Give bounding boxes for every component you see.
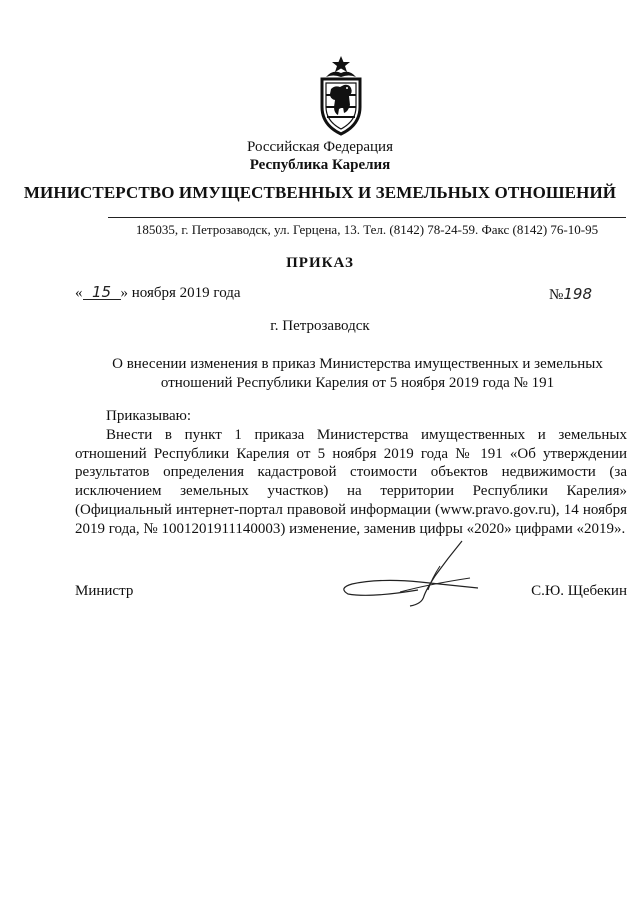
handwritten-signature-icon bbox=[340, 538, 480, 608]
signer-title: Министр bbox=[75, 583, 134, 599]
signer-name: С.Ю. Щебекин bbox=[531, 583, 627, 599]
order-verb: Приказываю: bbox=[106, 408, 191, 424]
country-name: Российская Федерация bbox=[247, 139, 393, 155]
header-divider bbox=[108, 217, 626, 218]
document-date bbox=[75, 285, 241, 302]
order-body-text: Внести в пункт 1 приказа Министерства имущественных и земельных отношений Республики Карелия от 5 ноября 2019 года № 191 «Об утверждении результатов определения кадастровой стоимости объектов недвижимости (за исключением земельных участков) на территории Республики Карелия» (Официальный интернет-портал правовой информации (www.pravo.gov.ru), 14 ноября 2019 года, № 1001201911140003) изменение, заменив цифры «2020» цифрами «2019». bbox=[75, 427, 627, 537]
ministry-name: МИНИСТЕРСТВО ИМУЩЕСТВЕННЫХ И ЗЕМЕЛЬНЫХ ОТНОШЕНИЙ bbox=[23, 183, 617, 202]
document-number bbox=[549, 285, 592, 304]
date-day-handwritten: 15 bbox=[83, 285, 121, 300]
ministry-address: 185035, г. Петрозаводск, ул. Герцена, 13. Тел. (8142) 78-24-59. Факс (8142) 76-10-95 bbox=[135, 222, 599, 237]
date-open-quote: « bbox=[75, 285, 83, 301]
republic-name: Республика Карелия bbox=[249, 157, 391, 173]
number-handwritten: 198 bbox=[563, 285, 592, 303]
document-subject: О внесении изменения в приказ Министерства имущественных и земельных отношений Республики Карелия от 5 ноября 2019 года № 191 bbox=[112, 356, 603, 391]
number-prefix: № bbox=[549, 287, 564, 303]
document-city: г. Петрозаводск bbox=[270, 318, 370, 334]
date-rest: » ноября 2019 года bbox=[120, 285, 241, 301]
karelia-coat-of-arms-icon bbox=[318, 55, 364, 137]
document-title: ПРИКАЗ bbox=[286, 255, 354, 271]
